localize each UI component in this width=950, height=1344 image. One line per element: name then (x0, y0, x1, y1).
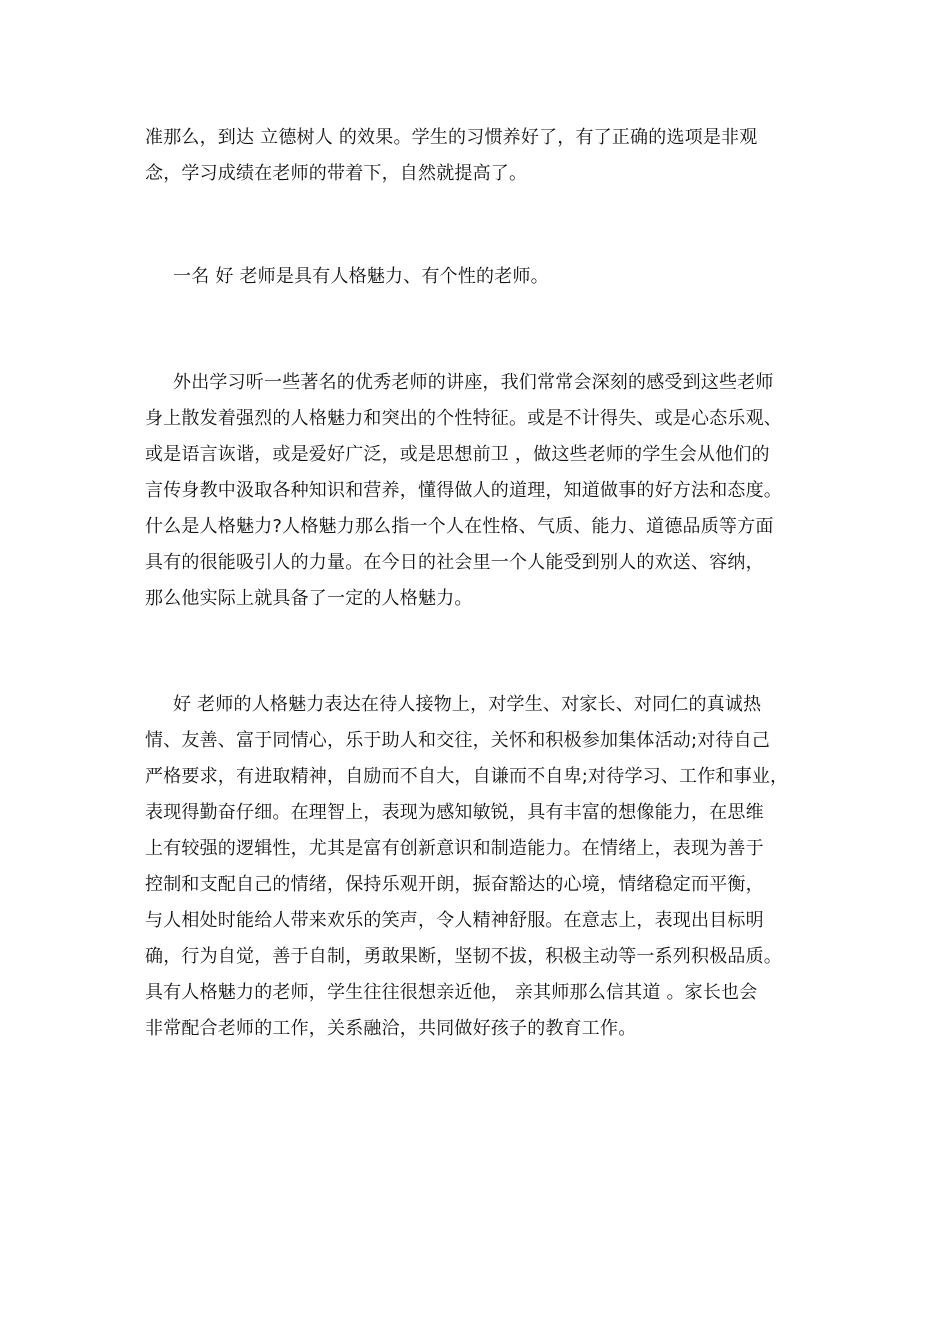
text-line: 好 老师的人格魅力表达在待人接物上，对学生、对家长、对同仁的真诚热 (173, 694, 762, 715)
paragraph-4 (145, 687, 825, 1047)
text-line: 表现得勤奋仔细。在理智上，表现为感知敏锐，具有丰富的想像能力，在思维 (145, 802, 764, 823)
text-line: 确，行为自觉，善于自制，勇敢果断，坚韧不拔，积极主动等一系列积极品质。 (145, 946, 782, 967)
text-line: 准那么，到达 立德树人 的效果。学生的习惯养好了，有了正确的选项是非观 (145, 127, 758, 148)
text-line: 或是语言诙谐，或是爱好广泛，或是思想前卫 ，做这些老师的学生会从他们的 (145, 444, 770, 465)
text-line: 严格要求，有进取精神，自励而不自大，自谦而不自卑;对待学习、工作和事业， (145, 766, 789, 787)
text-line: 念，学习成绩在老师的带着下，自然就提高了。 (145, 163, 528, 184)
text-line: 具有人格魅力的老师，学生往往很想亲近他， 亲其师那么信其道 。家长也会 (145, 982, 758, 1003)
text-line: 与人相处时能给人带来欢乐的笑声，令人精神舒服。在意志上，表现出目标明 (145, 910, 764, 931)
text-line: 什么是人格魅力?人格魅力那么指一个人在性格、气质、能力、道德品质等方面 (145, 516, 774, 537)
text-line: 外出学习听一些著名的优秀老师的讲座，我们常常会深刻的感受到这些老师 (173, 372, 774, 393)
text-line: 具有的很能吸引人的力量。在今日的社会里一个人能受到别人的欢送、容纳， (145, 552, 764, 573)
text-line: 身上散发着强烈的人格魅力和突出的个性特征。或是不计得失、或是心态乐观、 (145, 408, 782, 429)
paragraph-2 (145, 259, 825, 295)
paragraph-1 (145, 120, 825, 192)
text-line: 那么他实际上就具备了一定的人格魅力。 (145, 588, 473, 609)
text-line: 言传身教中汲取各种知识和营养，懂得做人的道理，知道做事的好方法和态度。 (145, 480, 782, 501)
text-line: 情、友善、富于同情心，乐于助人和交往，关怀和积极参加集体活动;对待自己 (145, 730, 771, 751)
paragraph-3 (145, 365, 825, 617)
text-line: 一名 好 老师是具有人格魅力、有个性的老师。 (173, 266, 549, 287)
text-line: 上有较强的逻辑性，尤其是富有创新意识和制造能力。在情绪上，表现为善于 (145, 838, 764, 859)
text-line: 控制和支配自己的情绪，保持乐观开朗，振奋豁达的心境，情绪稳定而平衡， (145, 874, 764, 895)
text-line: 非常配合老师的工作，关系融洽，共同做好孩子的教育工作。 (145, 1018, 637, 1039)
